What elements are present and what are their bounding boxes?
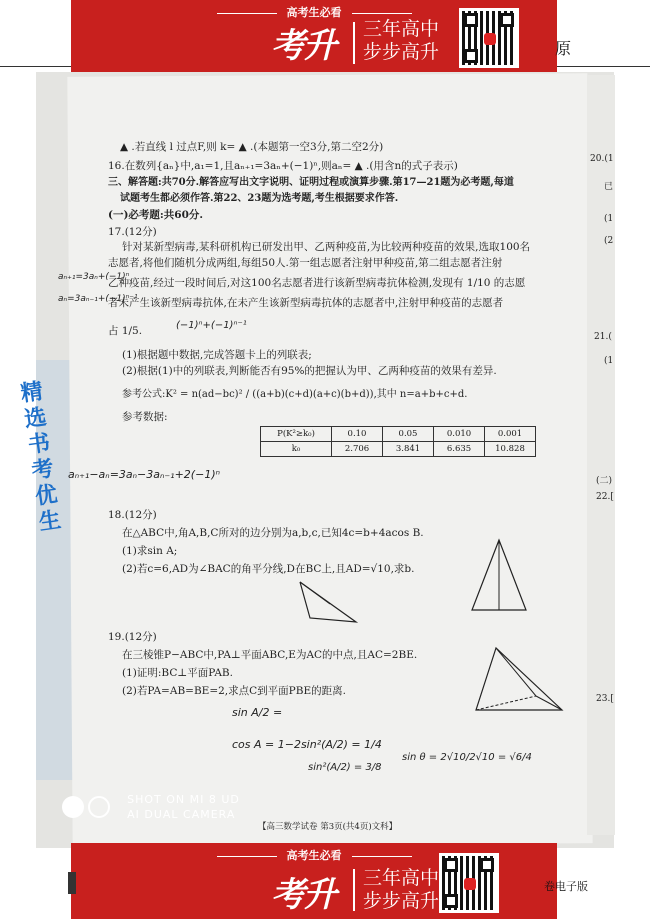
bottom-ad-banner[interactable] (71, 843, 557, 919)
camera-ring-icon (88, 796, 110, 818)
pyramid-figure (470, 640, 570, 720)
banner-slogan (363, 18, 463, 64)
top-right-fragment: 原 (555, 39, 572, 58)
right-margin-9: 23.[ (596, 694, 614, 704)
handwriting-2: aₙ=3aₙ₋₁+(−1)ⁿ⁻¹ (58, 294, 138, 304)
q18-sub2: (2)若c=6,AD为∠BAC的角平分线,D在BC上,且AD=√10,求b. (122, 563, 415, 575)
required-section: (一)必考题:共60分. (108, 209, 204, 221)
isoceles-triangle-figure (464, 536, 534, 616)
q17-p4: 者未产生该新型病毒抗体,在未产生该新型病毒抗体的志愿者中,注射甲种疫苗的志愿者 (108, 297, 504, 309)
right-margin-4: (2 (604, 236, 614, 246)
table-cell: P(K²≥k₀) (261, 427, 332, 442)
q17-sub1: (1)根据题中数据,完成答题卡上的列联表; (122, 349, 312, 361)
table-row (261, 442, 536, 457)
banner-tagline: 高考生必看 (71, 847, 557, 863)
reference-data-label: 参考数据: (122, 411, 168, 423)
q17-p2: 志愿者,将他们随机分成两组,每组50人.第一组志愿者注射甲种疫苗,第二组志愿者注射 (108, 257, 503, 269)
q18-sub1: (1)求sin A; (122, 545, 178, 557)
table-cell: 0.05 (383, 427, 434, 442)
table-cell: 0.001 (485, 427, 536, 442)
handwriting-8: sin θ = 2√10/2√10 = √6/4 (402, 752, 532, 763)
banner-slogan-line1: 三年高中 (363, 867, 440, 889)
banner-logo: 考升 (271, 26, 335, 66)
camera-watermark (62, 792, 240, 822)
q18-p1: 在△ABC中,角A,B,C所对的边分别为a,b,c,已知4c=b+4acos B. (122, 527, 424, 539)
q18-head: 18.(12分) (108, 509, 157, 521)
q15-tail: ▲ .若直线 l 过点F,则 k= ▲ .(本题第一空3分,第二空2分) (120, 141, 384, 153)
section3-line2: 试题考生都必须作答.第22、23题为选考题,考生根据要求作答. (120, 193, 399, 204)
table-cell: 0.010 (434, 427, 485, 442)
qr-code-icon[interactable] (439, 853, 499, 913)
right-margin-5: 21.( (594, 332, 612, 342)
camera-watermark-text (127, 792, 240, 822)
banner-slogan-line2: 步步高升 (363, 890, 440, 912)
banner-divider (353, 22, 355, 64)
table-row (261, 427, 536, 442)
bottom-right-fragment: 卷电子版 (544, 880, 588, 893)
q19-sub2: (2)若PA=AB=BE=2,求点C到平面PBE的距离. (122, 685, 346, 697)
right-margin-7: (二) (596, 476, 613, 486)
section3-line1: 三、解答题:共70分.解答应写出文字说明、证明过程或演算步骤.第17—21题为必考题,每道 (108, 177, 514, 188)
right-margin-8: 22.[ (596, 492, 614, 502)
table-cell: 3.841 (383, 442, 434, 457)
banner-tagline: 高考生必看 (71, 4, 557, 20)
camera-line1: SHOT ON MI 8 UD (127, 793, 240, 806)
camera-dot-icon (62, 796, 84, 818)
handwriting-7: sin²(A/2) = 3/8 (308, 762, 382, 773)
top-ad-banner[interactable] (71, 0, 557, 72)
right-margin-3: (1 (604, 214, 614, 224)
handwriting-5: sin A/2 = (232, 706, 283, 719)
q17-p3: 乙种疫苗,经过一段时间后,对这100名志愿者进行该新型病毒抗体检测,发现有 1/10 的志愿 (108, 277, 526, 289)
q19-sub1: (1)证明:BC⊥平面PAB. (122, 667, 233, 679)
handwriting-3: (−1)ⁿ+(−1)ⁿ⁻¹ (176, 320, 247, 331)
camera-line2: AI DUAL CAMERA (127, 808, 236, 821)
handwriting-4: aₙ₊₁−aₙ=3aₙ−3aₙ₋₁+2(−1)ⁿ (68, 468, 220, 481)
banner-slogan-line2: 步步高升 (363, 41, 440, 63)
banner-divider (353, 869, 355, 911)
right-margin-6: (1 (604, 356, 614, 366)
blue-watermark-text: 精 选 书 考 优 生 (19, 379, 63, 536)
q19-p1: 在三棱锥P−ABC中,PA⊥平面ABC,E为AC的中点,且AC=2BE. (122, 649, 418, 661)
reference-formula: 参考公式:K² = n(ad−bc)² / ((a+b)(c+d)(a+c)(b+d)),其中 n=a+b+c+d. (122, 389, 468, 400)
table-cell: 10.828 (485, 442, 536, 457)
q17-p5: 占 1/5. (108, 325, 143, 337)
bottom-left-block (68, 872, 76, 894)
q17-head: 17.(12分) (108, 226, 157, 238)
table-cell: 0.10 (332, 427, 383, 442)
q16-text: 16.在数列{aₙ}中,a₁=1,且aₙ₊₁=3aₙ+(−1)ⁿ,则aₙ= ▲ .(用含n的式子表示) (108, 160, 458, 172)
right-margin-1: 20.(1 (590, 154, 614, 164)
q17-p1: 针对某新型病毒,某科研机构已研发出甲、乙两种疫苗,为比较两种疫苗的效果,选取100名 (122, 241, 531, 253)
banner-logo: 考升 (271, 875, 335, 915)
qr-code-icon[interactable] (459, 8, 519, 68)
q17-sub2: (2)根据(1)中的列联表,判断能否有95%的把握认为甲、乙两种疫苗的效果有差异. (122, 365, 497, 377)
page-footer: 【高三数学试卷 第3页(共4页)文科】 (258, 822, 398, 832)
triangle-abd-figure (290, 578, 380, 628)
q19-head: 19.(12分) (108, 631, 157, 643)
handwriting-6: cos A = 1−2sin²(A/2) = 1/4 (232, 738, 382, 751)
table-cell: k₀ (261, 442, 332, 457)
right-margin-2: 已 (604, 182, 614, 192)
table-cell: 6.635 (434, 442, 485, 457)
handwriting-1: aₙ₊₁=3aₙ+(−1)ⁿ (58, 272, 130, 282)
banner-slogan-line1: 三年高中 (363, 18, 440, 40)
table-cell: 2.706 (332, 442, 383, 457)
chi-square-table (260, 426, 536, 457)
